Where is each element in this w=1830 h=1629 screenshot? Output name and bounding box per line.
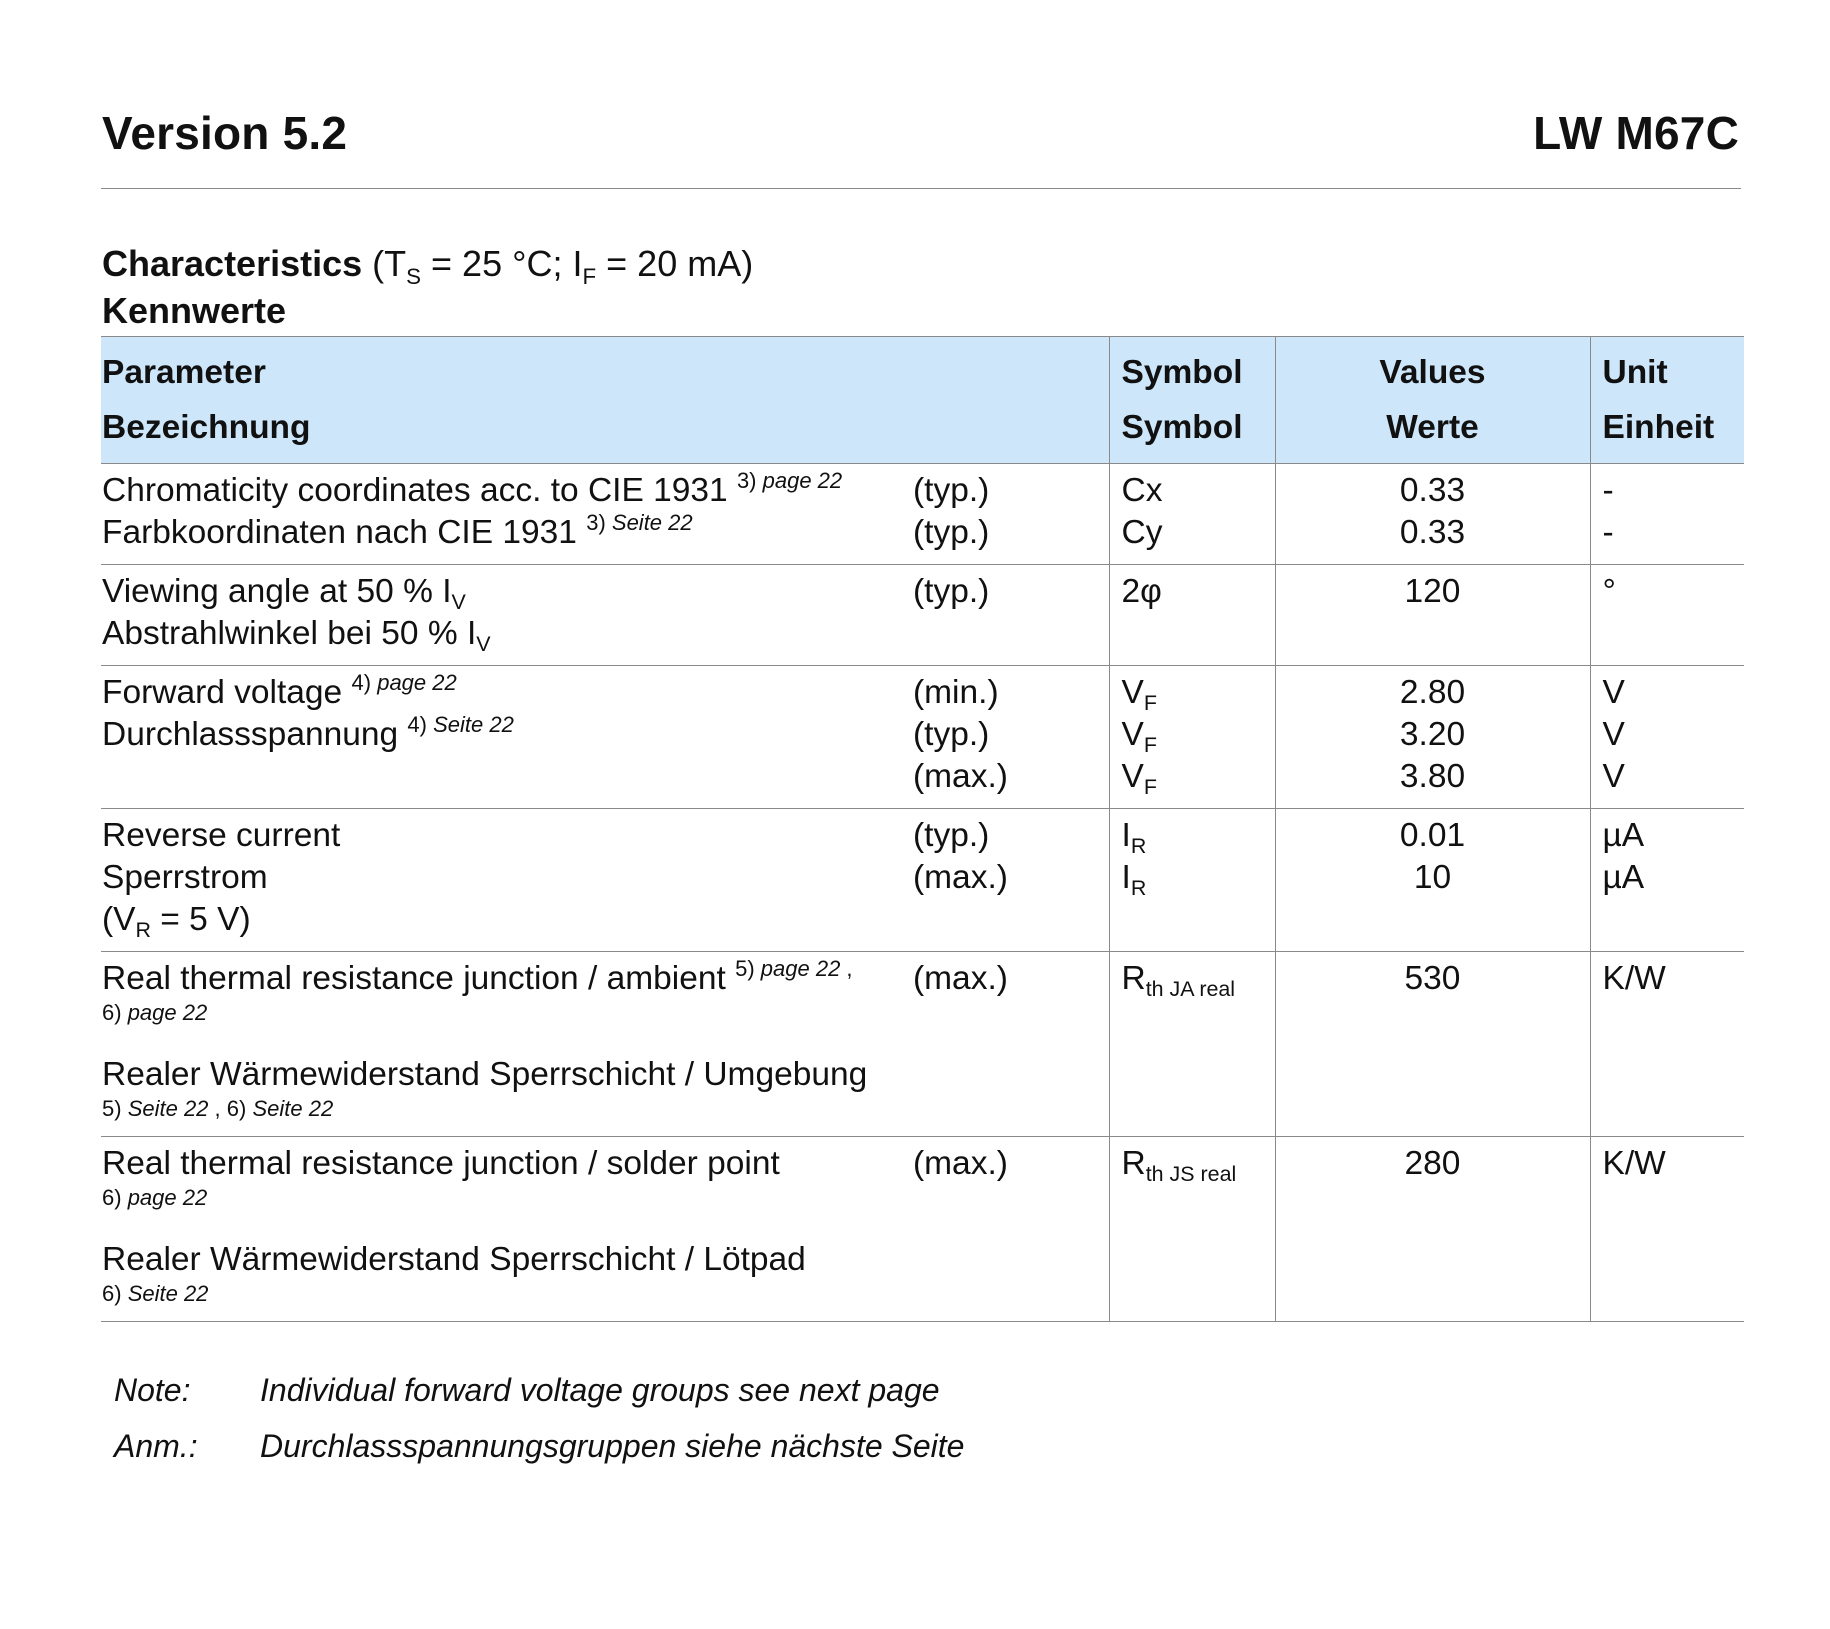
symbol-forward-voltage: $V_F$ $V_F$ $V_F$ — [1109, 666, 1275, 809]
unit-thermal-ambient: K/W — [1590, 952, 1744, 1137]
header-unit: Unit Einheit — [1590, 337, 1744, 464]
symbol-viewing-angle: 2φ — [1109, 565, 1275, 666]
value-forward-voltage: 2.80 3.20 3.80 — [1275, 666, 1590, 809]
table-row — [101, 809, 1744, 952]
table-header-row — [101, 337, 1744, 464]
table-row — [101, 464, 1744, 565]
characteristics-table — [101, 336, 1744, 1322]
param-viewing-angle: Viewing angle at 50 % $I_V$ Abstrahlwinkel bei 50 % $I_V$ — [101, 565, 913, 666]
value-viewing-angle: 120 — [1275, 565, 1590, 666]
value-thermal-solder: 280 — [1275, 1137, 1590, 1322]
cond-chromaticity: (typ.) (typ.) — [913, 464, 1109, 565]
unit-chromaticity: - - — [1590, 464, 1744, 565]
section-title — [102, 243, 753, 332]
symbol-thermal-ambient: $R_{th JA real}$ — [1109, 952, 1275, 1137]
param-thermal-solder: Real thermal resistance junction / solder point 6) page 22 Realer Wärmewiderstand Sperrschicht / Lötpad 6) Seite 22 — [101, 1137, 913, 1322]
note-en: Note: Individual forward voltage groups see next page — [114, 1372, 940, 1408]
unit-forward-voltage: V V V — [1590, 666, 1744, 809]
header-parameter: Parameter Bezeichnung — [101, 337, 1109, 464]
table-row — [101, 666, 1744, 809]
value-reverse-current: 0.01 10 — [1275, 809, 1590, 952]
symbol-thermal-solder: $R_{th JS real}$ — [1109, 1137, 1275, 1322]
product-name: LW M67C — [1533, 107, 1739, 159]
header-symbol: Symbol Symbol — [1109, 337, 1275, 464]
section-title-de: Kennwerte — [102, 290, 287, 331]
header-divider — [101, 188, 1741, 189]
header-values: Values Werte — [1275, 337, 1590, 464]
param-thermal-ambient: Real thermal resistance junction / ambient $^{5) page 22 ,}$ 6) page 22 Realer Wärmewiderstand Sperrschicht / Umgebung 5) Seite 22 , 6) Seite 22 — [101, 952, 913, 1137]
symbol-chromaticity: Cx Cy — [1109, 464, 1275, 565]
unit-viewing-angle: ° — [1590, 565, 1744, 666]
note-de: Anm.: Durchlassspannungsgruppen siehe nächste Seite — [114, 1428, 965, 1464]
cond-viewing-angle: (typ.) — [913, 565, 1109, 666]
cond-thermal-solder: (max.) — [913, 1137, 1109, 1322]
param-chromaticity: Chromaticity coordinates acc. to CIE 1931 $^{3) page 22}$ Farbkoordinaten nach CIE 1931 $^{3) Seite 22}$ — [101, 464, 913, 565]
notes-block — [114, 1372, 964, 1484]
table-row — [101, 1137, 1744, 1322]
unit-thermal-solder: K/W — [1590, 1137, 1744, 1322]
cond-reverse-current: (typ.) (max.) — [913, 809, 1109, 952]
param-forward-voltage: Forward voltage $^{4) page 22}$ Durchlassspannung $^{4) Seite 22}$ — [101, 666, 913, 809]
symbol-reverse-current: $I_R$ $I_R$ — [1109, 809, 1275, 952]
cond-thermal-ambient: (max.) — [913, 952, 1109, 1137]
value-chromaticity: 0.33 0.33 — [1275, 464, 1590, 565]
value-thermal-ambient: 530 — [1275, 952, 1590, 1137]
section-title-en: Characteristics ($T_S = 25$ °C; $I_F = 20$ mA) — [102, 243, 754, 290]
document-version: Version 5.2 — [102, 107, 348, 159]
param-reverse-current: Reverse current Sperrstrom ($V_R = 5$ V) — [101, 809, 913, 952]
table-row — [101, 952, 1744, 1137]
cond-forward-voltage: (min.) (typ.) (max.) — [913, 666, 1109, 809]
table-row — [101, 565, 1744, 666]
unit-reverse-current: µA µA — [1590, 809, 1744, 952]
